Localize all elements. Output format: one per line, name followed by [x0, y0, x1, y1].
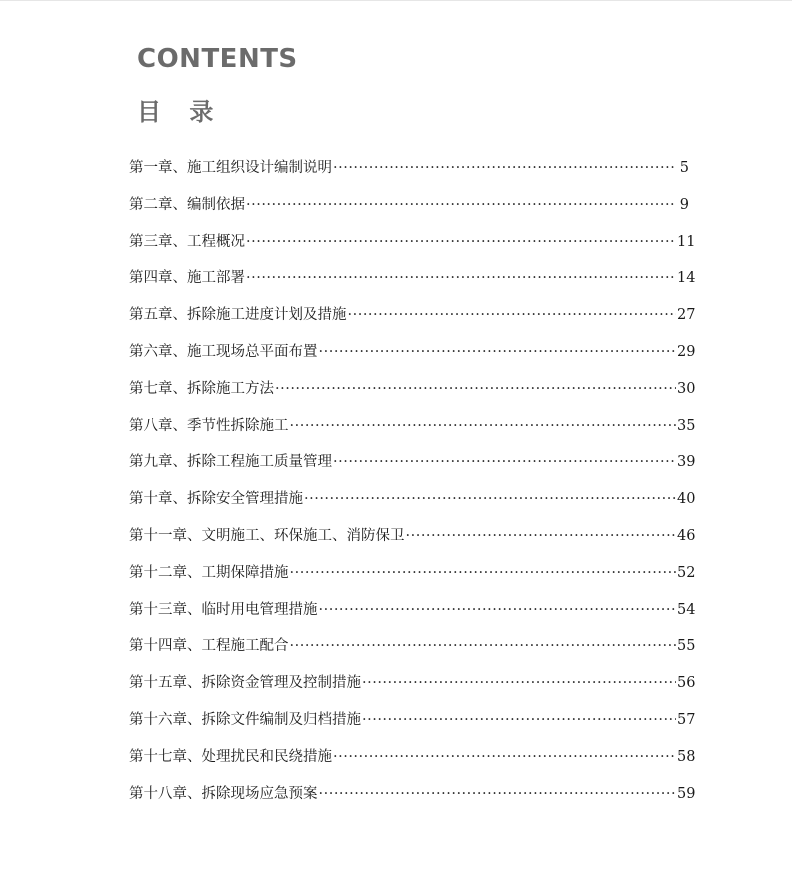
toc-entry[interactable] — [129, 448, 696, 485]
toc-entry[interactable] — [129, 301, 696, 338]
toc-entry[interactable] — [129, 412, 696, 449]
toc-leader-dots — [246, 191, 676, 219]
toc-entry-label: 第九章、拆除工程施工质量管理 — [129, 454, 332, 471]
toc-entry-label: 第六章、施工现场总平面布置 — [129, 343, 318, 360]
toc-leader-dots — [333, 743, 676, 771]
toc-leader-dots — [290, 559, 677, 587]
toc-entry[interactable] — [129, 375, 696, 412]
toc-leader-dots — [348, 301, 677, 329]
toc-entry-page: 55 — [677, 638, 696, 655]
toc-entry-label: 第十一章、文明施工、环保施工、消防保卫 — [129, 527, 405, 544]
toc-entry-page: 27 — [677, 307, 696, 324]
toc-entry-page: 11 — [677, 233, 696, 250]
toc-leader-dots — [319, 780, 677, 808]
toc-entry-label: 第四章、施工部署 — [129, 270, 245, 287]
table-of-contents — [129, 154, 696, 816]
toc-entry-label: 第二章、编制依据 — [129, 196, 245, 213]
toc-entry[interactable] — [129, 706, 696, 743]
toc-leader-dots — [362, 669, 676, 697]
toc-entry-label: 第十三章、临时用电管理措施 — [129, 601, 318, 618]
toc-entry-label: 第十六章、拆除文件编制及归档措施 — [129, 711, 361, 728]
toc-entry-page: 56 — [677, 675, 696, 692]
toc-leader-dots — [406, 522, 677, 550]
toc-entry-page: 46 — [677, 527, 696, 544]
toc-entry[interactable] — [129, 596, 696, 633]
toc-entry[interactable] — [129, 154, 689, 191]
toc-entry[interactable] — [129, 264, 696, 301]
toc-entry[interactable] — [129, 669, 696, 706]
toc-entry-page: 35 — [677, 417, 696, 434]
toc-entry-page: 52 — [677, 564, 696, 581]
toc-entry-label: 第一章、施工组织设计编制说明 — [129, 160, 332, 176]
toc-entry[interactable] — [129, 559, 696, 596]
toc-entry-page: 54 — [677, 601, 696, 618]
toc-entry[interactable] — [129, 228, 696, 265]
toc-leader-dots — [319, 338, 677, 366]
toc-leader-dots — [246, 264, 676, 292]
toc-entry-page: 58 — [677, 748, 696, 765]
toc-entry-page: 30 — [677, 380, 696, 397]
toc-leader-dots — [333, 154, 676, 182]
toc-entry-label: 第五章、拆除施工进度计划及措施 — [129, 307, 347, 324]
toc-entry-page: 57 — [677, 711, 696, 728]
toc-entry[interactable] — [129, 338, 696, 375]
toc-leader-dots — [290, 412, 677, 440]
toc-entry-label: 第十七章、处理扰民和民绕措施 — [129, 748, 332, 765]
toc-entry[interactable] — [129, 485, 696, 522]
toc-entry-page: 59 — [677, 785, 696, 802]
toc-entry-page: 29 — [677, 343, 696, 360]
toc-entry-label: 第十八章、拆除现场应急预案 — [129, 785, 318, 802]
toc-entry-page: 39 — [677, 454, 696, 471]
toc-leader-dots — [333, 448, 676, 476]
toc-entry-label: 第十二章、工期保障措施 — [129, 564, 289, 581]
toc-entry-page: 40 — [677, 491, 696, 508]
toc-leader-dots — [275, 375, 676, 403]
toc-entry-page: 9 — [679, 196, 689, 213]
toc-entry[interactable] — [129, 632, 696, 669]
toc-entry[interactable] — [129, 780, 696, 817]
toc-entry[interactable] — [129, 191, 689, 228]
toc-leader-dots — [319, 596, 677, 624]
toc-leader-dots — [362, 706, 676, 734]
toc-leader-dots — [290, 632, 677, 660]
toc-leader-dots — [304, 485, 676, 513]
contents-title-zh: 目 录 — [137, 98, 224, 126]
toc-entry[interactable] — [129, 743, 696, 780]
toc-entry-label: 第七章、拆除施工方法 — [129, 380, 274, 397]
toc-entry-label: 第三章、工程概况 — [129, 233, 245, 250]
toc-entry-page: 5 — [679, 160, 689, 176]
top-divider — [0, 0, 792, 1]
toc-entry-label: 第十五章、拆除资金管理及控制措施 — [129, 675, 361, 692]
toc-leader-dots — [246, 228, 676, 256]
toc-entry-label: 第十章、拆除安全管理措施 — [129, 491, 303, 508]
toc-entry-label: 第十四章、工程施工配合 — [129, 638, 289, 655]
contents-title-en: CONTENTS — [137, 44, 298, 74]
toc-entry-label: 第八章、季节性拆除施工 — [129, 417, 289, 434]
toc-entry-page: 14 — [677, 270, 696, 287]
toc-entry[interactable] — [129, 522, 696, 559]
